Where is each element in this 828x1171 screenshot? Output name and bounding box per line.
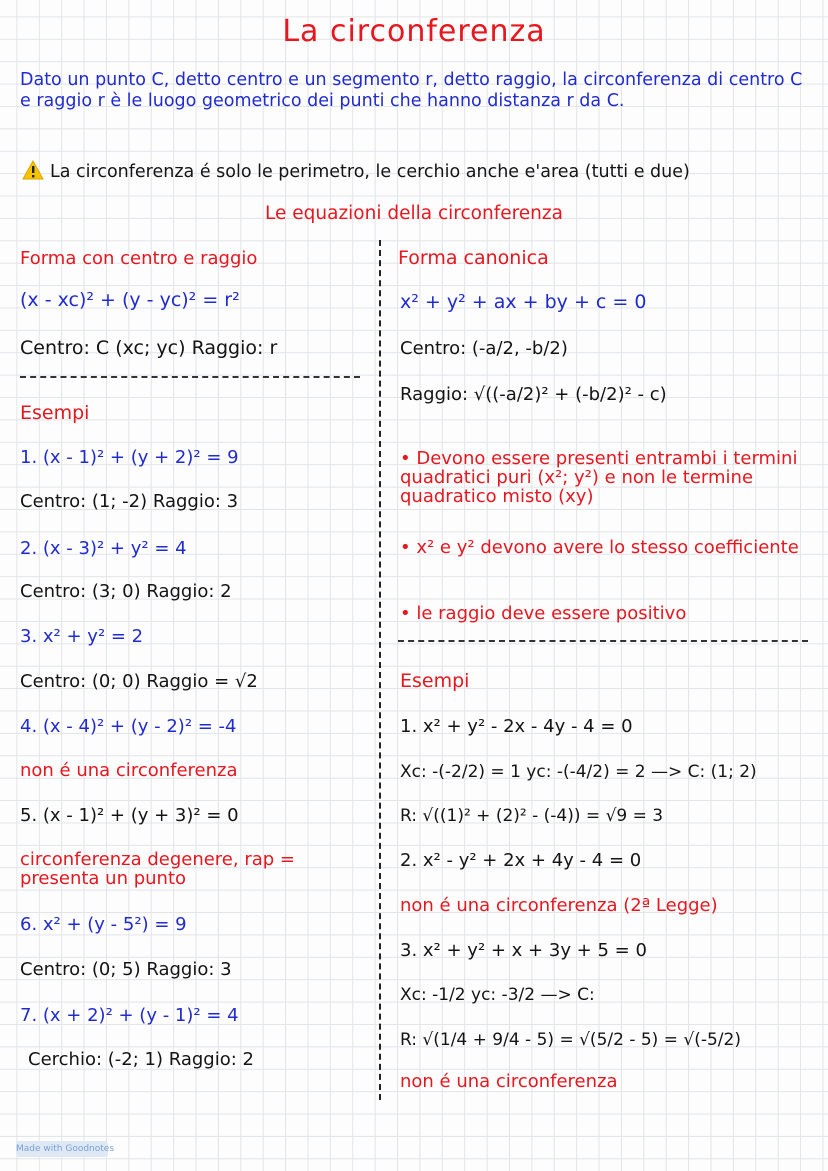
section-subtitle: Le equazioni della circonferenza xyxy=(265,203,563,224)
left-divider xyxy=(20,376,360,378)
right-example-3-radius: R: √(1/4 + 9/4 - 5) = √(5/2 - 5) = √(-5/2) xyxy=(400,1030,741,1050)
left-example-1-eq: 1. (x - 1)² + (y + 2)² = 9 xyxy=(20,447,239,468)
left-example-4-result: non é una circonferenza xyxy=(20,760,238,781)
left-example-4-eq: 4. (x - 4)² + (y - 2)² = -4 xyxy=(20,716,237,737)
right-example-3-center: Xc: -1/2 yc: -3/2 —> C: xyxy=(400,985,595,1005)
left-heading: Forma con centro e raggio xyxy=(20,248,258,269)
right-example-2-eq: 2. x² - y² + 2x + 4y - 4 = 0 xyxy=(400,850,642,871)
column-divider xyxy=(379,240,381,1100)
left-example-5-result: circonferenza degenere, rap = presenta un punto xyxy=(20,849,295,889)
page-title: La circonferenza xyxy=(282,14,546,49)
right-formula: x² + y² + ax + by + c = 0 xyxy=(400,291,647,313)
warning-icon xyxy=(22,160,44,180)
left-examples-heading: Esempi xyxy=(20,402,90,424)
goodnotes-footer: Made with Goodnotes xyxy=(16,1141,108,1157)
right-condition-2: • x² e y² devono avere lo stesso coefficiente xyxy=(400,537,799,558)
right-heading: Forma canonica xyxy=(398,247,549,269)
right-condition-3: • le raggio deve essere positivo xyxy=(400,603,687,624)
right-examples-heading: Esempi xyxy=(400,670,470,692)
right-center: Centro: (-a/2, -b/2) xyxy=(400,338,568,359)
right-example-2-result: non é una circonferenza (2ª Legge) xyxy=(400,895,718,916)
left-center-radius: Centro: C (xc; yc) Raggio: r xyxy=(20,337,278,359)
right-example-1-center: Xc: -(-2/2) = 1 yc: -(-4/2) = 2 —> C: (1; 2) xyxy=(400,762,757,782)
left-example-2-eq: 2. (x - 3)² + y² = 4 xyxy=(20,538,187,559)
right-divider xyxy=(398,640,808,642)
left-example-6-eq: 6. x² + (y - 5²) = 9 xyxy=(20,914,187,935)
left-formula: (x - xc)² + (y - yc)² = r² xyxy=(20,289,240,311)
right-example-3-eq: 3. x² + y² + x + 3y + 5 = 0 xyxy=(400,940,647,961)
left-example-3-eq: 3. x² + y² = 2 xyxy=(20,626,144,647)
left-example-3-result: Centro: (0; 0) Raggio = √2 xyxy=(20,671,258,692)
left-example-1-result: Centro: (1; -2) Raggio: 3 xyxy=(20,491,239,512)
right-example-1-radius: R: √((1)² + (2)² - (-4)) = √9 = 3 xyxy=(400,806,664,826)
right-radius: Raggio: √((-a/2)² + (-b/2)² - c) xyxy=(400,384,667,405)
right-example-1-eq: 1. x² + y² - 2x - 4y - 4 = 0 xyxy=(400,716,633,737)
warning-note xyxy=(22,160,690,182)
left-example-7-result: Cerchio: (-2; 1) Raggio: 2 xyxy=(28,1049,254,1070)
right-condition-1: • Devono essere presenti entrambi i termini quadratici puri (x²; y²) e non le termine quadratico misto (xy) xyxy=(400,448,798,507)
intro-definition: Dato un punto C, detto centro e un segmento r, detto raggio, la circonferenza di centro C e raggio r è le luogo geometrico dei punti che hanno distanza r da C. xyxy=(20,70,803,111)
left-example-6-result: Centro: (0; 5) Raggio: 3 xyxy=(20,959,232,980)
left-example-2-result: Centro: (3; 0) Raggio: 2 xyxy=(20,581,232,602)
right-example-3-result: non é una circonferenza xyxy=(400,1071,618,1092)
left-example-7-eq: 7. (x + 2)² + (y - 1)² = 4 xyxy=(20,1005,239,1026)
left-example-5-eq: 5. (x - 1)² + (y + 3)² = 0 xyxy=(20,805,239,826)
warning-text: La circonferenza é solo le perimetro, le cerchio anche e'area (tutti e due) xyxy=(50,162,690,182)
